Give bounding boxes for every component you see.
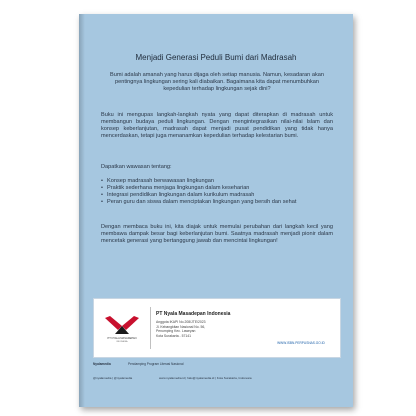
closing-paragraph: Dengan membaca buku ini, kita diajak untuk memulai perubahan dari langkah kecil yang membawa dampak besar bagi keberlanjutan bumi. Saatnya madrasah menjadi pionir dalam mencetak generasi yang bertanggung jawab dan mencintai lingkungan! (101, 224, 333, 245)
logo-caption: PT NYALA MASADEPAN (107, 337, 137, 340)
footer-strip (93, 360, 339, 372)
cover-title: Menjadi Generasi Peduli Bumi dari Madrasah (135, 53, 297, 62)
insights-heading: Dapatkan wawasan tentang: (101, 164, 172, 170)
footer-contact-row (93, 376, 339, 384)
intro-paragraph: Bumi adalah amanah yang harus dijaga oleh setiap manusia. Namun, kesadaran akan pentingnya lingkungan sering kali diabaikan. Bagaimana kita dapat menumbuhkan kepedulian terhadap lingkungan sejak dini? (110, 72, 324, 93)
footer-tagline: Pendamping Program Literasi Nasional (128, 362, 184, 366)
book-back-cover (79, 14, 353, 407)
list-item: • Praktik sederhana menjaga lingkungan dalam keseharian (101, 185, 333, 192)
publisher-logo-icon (103, 314, 141, 336)
address-line: Anggota IKAPI No.208/JTE/2023 (156, 320, 206, 324)
contact-info: www.nyalamedia.id | halo@nyalamedia.id | Kota Surakarta, Indonesia (159, 376, 252, 380)
address-line: Penumping Kec. Laweyan (156, 329, 196, 334)
isbn-link: WWW.ISBN.PERPUSNAS.GO.ID (277, 341, 325, 345)
list-item: • Peran guru dan siswa dalam menciptakan lingkungan yang bersih dan sehat (101, 199, 333, 206)
social-handles: @nyalamedia | @nyalamedia (93, 376, 133, 380)
list-item: • Konsep madrasah berwawasan lingkungan (101, 178, 333, 185)
spine-shadow (79, 14, 85, 407)
description-paragraph: Buku ini mengupas langkah-langkah nyata yang dapat diterapkan di madrasah untuk membangun budaya peduli lingkungan. Dengan mengintegrasikan nilai-nilai Islam dan konsep keberlanjutan, madrasah dapat menjadi pusat pendidikan yang tidak hanya mencerdaskan, tetapi juga menanamkan kepedulian terhadap kelestarian bumi. (101, 112, 333, 140)
insights-list (101, 178, 333, 206)
list-item: • Integrasi pendidikan lingkungan dalam kurikulum madrasah (101, 192, 333, 199)
address-line: Jl. Kebangkitan Nasional No. 56, (156, 324, 206, 329)
publisher-address (156, 320, 266, 338)
footer-logo: Nyalamedia (93, 362, 111, 366)
publisher-panel (93, 298, 341, 358)
barcode-area (270, 303, 332, 339)
address-line: Kota Surakarta - 57141 (156, 333, 192, 338)
panel-divider (150, 307, 151, 349)
publisher-name: PT Nyala Masadepan Indonesia (156, 311, 231, 317)
logo-subcaption: INDONESIA (116, 341, 128, 343)
